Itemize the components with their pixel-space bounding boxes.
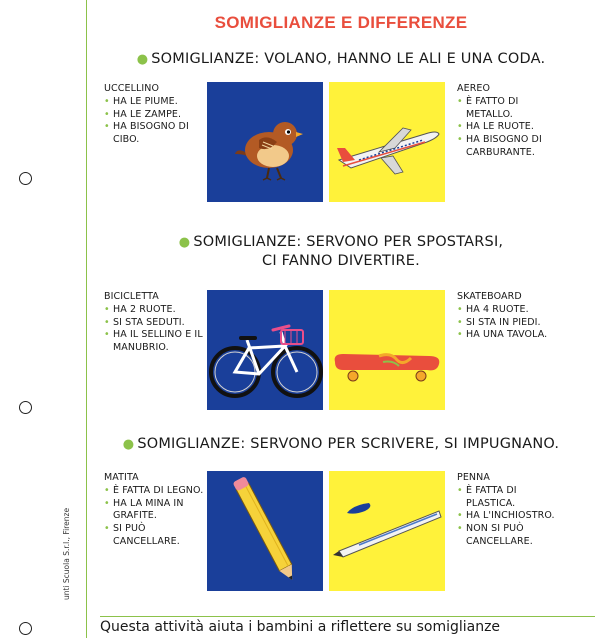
pen-icon — [329, 471, 445, 591]
left-description: BICICLETTA • HA 2 RUOTE. • SI STA SEDUTI. • HA IL SELLINO E IL MANUBRIO. — [104, 291, 203, 354]
pen-panel — [329, 471, 445, 591]
binder-hole — [19, 622, 32, 635]
comparison-section-2 — [0, 290, 595, 420]
right-description: AEREO • È FATTO DI METALLO. • HA LE RUOTE. • HA BISOGNO DI CARBURANTE. — [457, 83, 542, 158]
bullet-dot-icon: ● — [122, 437, 135, 452]
comparison-section-3 — [0, 471, 595, 601]
bird-panel — [207, 82, 323, 202]
bullet-dot-icon: ● — [178, 235, 191, 250]
left-description: MATITA • È FATTA DI LEGNO. • HA LA MINA IN GRAFITE. • SI PUÒ CANCELLARE. — [104, 472, 204, 547]
pencil-panel — [207, 471, 323, 591]
left-description: UCCELLINO • HA LE PIUME. • HA LE ZAMPE. • HA BISOGNO DI CIBO. — [104, 83, 189, 146]
skateboard-icon — [329, 290, 445, 410]
right-description: PENNA • È FATTA DI PLASTICA. • HA L'INCHIOSTRO. • NON SI PUÒ CANCELLARE. — [457, 472, 555, 547]
similarities-heading-1: ● SOMIGLIANZE: VOLANO, HANNO LE ALI E UNA CODA. — [136, 51, 546, 67]
similarities-heading-2: ● SOMIGLIANZE: SERVONO PER SPOSTARSI, CI FANNO DIVERTIRE. — [178, 234, 504, 269]
airplane-icon — [329, 82, 445, 202]
airplane-panel — [329, 82, 445, 202]
bird-icon — [207, 82, 323, 202]
skateboard-panel — [329, 290, 445, 410]
side-credit: unti Scuola S.r.l., Firenze — [62, 507, 71, 600]
bottom-note: Questa attività aiuta i bambini a riflettere su somiglianze — [100, 616, 595, 635]
pencil-icon — [207, 471, 323, 591]
bullet-dot-icon: ● — [136, 52, 149, 67]
bicycle-panel — [207, 290, 323, 410]
comparison-section-1 — [0, 82, 595, 212]
similarities-heading-3: ● SOMIGLIANZE: SERVONO PER SCRIVERE, SI IMPUGNANO. — [122, 436, 560, 452]
right-description: SKATEBOARD • HA 4 RUOTE. • SI STA IN PIEDI. • HA UNA TAVOLA. — [457, 291, 548, 341]
page-title: SOMIGLIANZE E DIFFERENZE — [214, 13, 468, 32]
bicycle-icon — [207, 290, 323, 410]
